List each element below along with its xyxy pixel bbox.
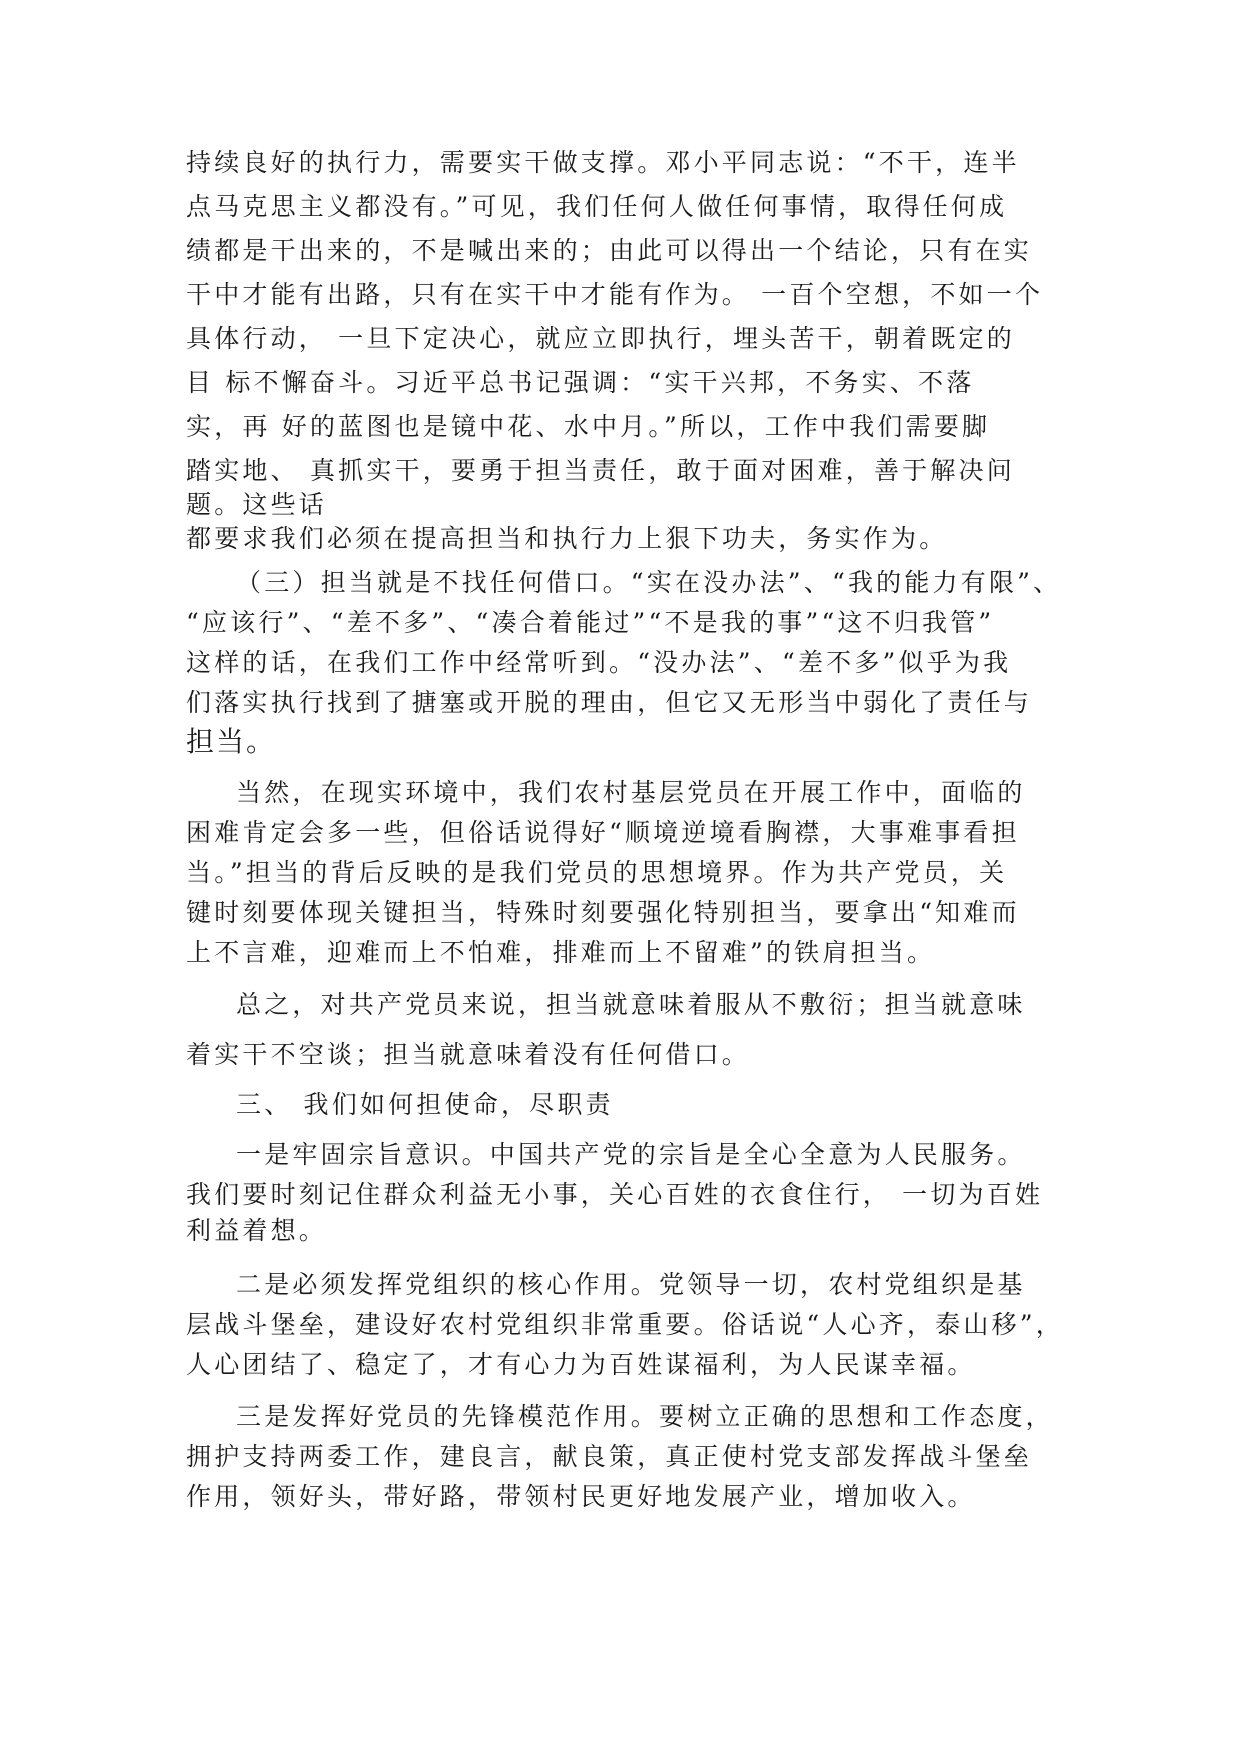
paragraph-first-line: 二是必须发挥党组织的核心作用。党领导一切，农村党组织是基 bbox=[236, 1270, 1026, 1299]
text-line: 这样的话，在我们工作中经常听到。“没办法”、“差不多”似乎为我 bbox=[186, 648, 1012, 677]
text-line: 题。这些话 bbox=[186, 490, 328, 519]
text-line: 着实干不空谈；担当就意味着没有任何借口。 bbox=[186, 1040, 751, 1069]
text-line: 目 标不懈奋斗。习近平总书记强调：“实干兴邦，不务实、不落 bbox=[186, 368, 975, 397]
paragraph-first-line: （三）担当就是不找任何借口。“实在没办法”、“我的能力有限”、 bbox=[236, 568, 1062, 597]
paragraph-first-line: 当然，在现实环境中，我们农村基层党员在开展工作中，面临的 bbox=[236, 778, 1026, 807]
text-line: 拥护支持两委工作，建良言，献良策，真正使村党支部发挥战斗堡垒 bbox=[186, 1442, 1033, 1471]
text-line: 具体行动， 一旦下定决心，就应立即执行，埋头苦干，朝着既定的 bbox=[186, 324, 1015, 353]
paragraph-first-line: 总之，对共产党员来说，担当就意味着服从不敷衍；担当就意味 bbox=[236, 990, 1026, 1019]
text-line: 点马克思主义都没有。”可见，我们任何人做任何事情，取得任何成 bbox=[186, 192, 1008, 221]
text-line: 人心团结了、稳定了，才有心力为百姓谋福利，为人民谋幸福。 bbox=[186, 1350, 976, 1379]
text-line: 都要求我们必须在提高担当和执行力上狠下功夫，务实作为。 bbox=[186, 524, 948, 553]
text-line: 困难肯定会多一些，但俗话说得好“顺境逆境看胸襟，大事难事看担 bbox=[186, 818, 1020, 847]
text-line: 持续良好的执行力，需要实干做支撑。邓小平同志说：“不干，连半 bbox=[186, 148, 1020, 177]
text-line: 键时刻要体现关键担当，特殊时刻要强化特别担当，要拿出“知难而 bbox=[186, 898, 1020, 927]
text-line: 们落实执行找到了搪塞或开脱的理由，但它又无形当中弱化了责任与 bbox=[186, 688, 1033, 717]
text-line: 我们要时刻记住群众利益无小事，关心百姓的衣食住行， 一切为百姓 bbox=[186, 1180, 1044, 1209]
text-line: 上不言难，迎难而上不怕难，排难而上不留难”的铁肩担当。 bbox=[186, 938, 936, 967]
section-heading: 三、 我们如何担使命，尽职责 bbox=[236, 1090, 614, 1119]
text-line: “应该行”、“差不多”、“凑合着能过”“不是我的事”“这不归我管” bbox=[186, 608, 995, 637]
text-line: 担当。 bbox=[186, 725, 277, 758]
paragraph-first-line: 一是牢固宗旨意识。中国共产党的宗旨是全心全意为人民服务。 bbox=[236, 1140, 1026, 1169]
paragraph-first-line: 三是发挥好党员的先锋模范作用。要树立正确的思想和工作态度， bbox=[236, 1402, 1054, 1431]
text-line: 作用，领好头，带好路，带领村民更好地发展产业，增加收入。 bbox=[186, 1482, 976, 1511]
text-line: 当。”担当的背后反映的是我们党员的思想境界。作为共产党员，关 bbox=[186, 858, 1008, 887]
text-line: 层战斗堡垒，建设好农村党组织非常重要。俗话说“人心齐，泰山移”， bbox=[186, 1310, 1064, 1339]
text-line: 干中才能有出路，只有在实干中才能有作为。 一百个空想，不如一个 bbox=[186, 280, 1044, 309]
text-line: 踏实地、 真抓实干，要勇于担当责任，敢于面对困难，善于解决问 bbox=[186, 456, 1015, 485]
text-line: 实，再 好的蓝图也是镜中花、水中月。”所以，工作中我们需要脚 bbox=[186, 412, 991, 441]
text-line: 绩都是干出来的，不是喊出来的；由此可以得出一个结论，只有在实 bbox=[186, 236, 1033, 265]
text-line: 利益着想。 bbox=[186, 1216, 328, 1245]
